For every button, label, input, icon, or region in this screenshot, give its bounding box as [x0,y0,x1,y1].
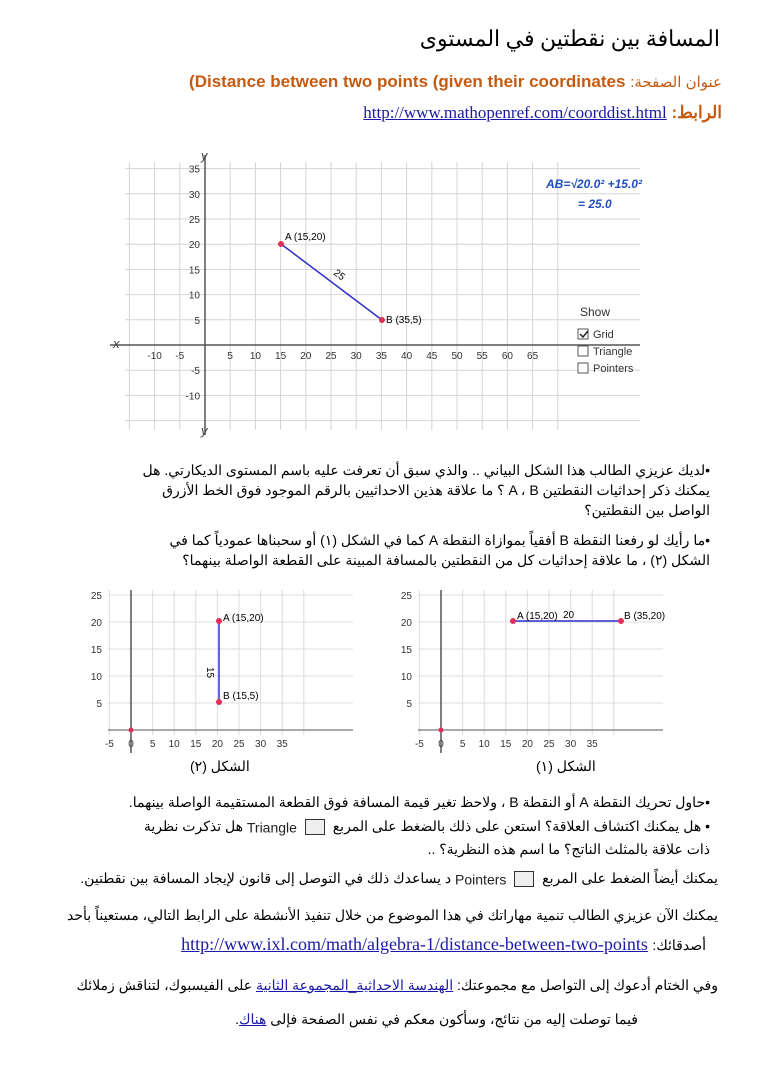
para2-line1: • ما رأيك لو رفعنا النقطة B أفقياً بموازاة النقطة A كما في الشكل (١) أو سحبناها عمودياً كما في [90,530,710,550]
x-tick-label: 30 [255,739,267,750]
distance-result: = 25.0 [578,197,612,211]
triangle-word: Triangle [246,819,297,836]
main-point-b-label: B (35,5) [386,315,422,326]
figure-2-segment-label: 15 [204,667,215,679]
y-tick-label: 15 [400,645,412,656]
x-tick-label: 45 [426,351,438,362]
main-axis-y-label-bottom: y [201,423,208,438]
main-grid [125,162,640,430]
y-tick-label: -10 [185,391,200,403]
y-tick-label: 20 [90,618,102,629]
x-tick-label: 40 [401,351,413,362]
figure-1-point-a-label: A (15,20) [517,611,558,622]
x-tick-label: -5 [414,739,424,750]
main-x-ticks [147,351,538,362]
y-tick-label: 35 [188,164,200,176]
x-tick-label: 15 [275,351,287,362]
here-link[interactable]: هناك [238,1011,267,1027]
x-tick-label: 30 [350,351,362,362]
x-tick-label: 5 [459,739,466,750]
para5-line2 [28,1009,638,1029]
y-tick-label: 25 [400,591,412,602]
x-tick-label: -10 [147,351,162,362]
x-tick-label: 25 [233,739,245,750]
x-tick-label: 5 [227,351,233,362]
figure-2 [88,585,358,755]
main-axis-x-label: x [113,336,120,351]
figure-1-segment-label: 20 [563,610,575,621]
figure-2-point-a[interactable] [216,618,222,624]
y-tick-label: 5 [194,315,200,327]
paragraph-1 [90,460,710,520]
triangle-box-icon [305,819,325,835]
triangle-option-label: Triangle [593,346,633,358]
y-tick-label: 20 [188,240,200,252]
main-segment-label: 25 [331,267,347,284]
triangle-checkbox[interactable] [578,346,588,356]
pointers-checkbox[interactable] [578,363,588,373]
pointers-word: Pointers [455,871,507,888]
y-tick-label: 15 [188,265,200,277]
distance-formula: AB=√20.0² +15.0² [546,177,642,191]
x-tick-label: 35 [375,351,387,362]
para1-line3: الواصل بين النقطتين؟ [584,502,710,518]
figure-2-caption: الشكل (٢) [190,758,250,774]
para3-line3: ذات علاقة بالمثلث الناتج؟ ما اسم هذه النظرية؟ .. [427,841,710,858]
y-tick-label: 10 [400,672,412,683]
paragraph-5 [28,975,718,1029]
para5-line2-start: فيما توصلت إليه من نتائج، وسأكون معكم في نفس الصفحة فإلى [270,1011,638,1027]
link-label: الرابط: [671,103,722,122]
x-tick-label: 50 [451,351,463,362]
y-tick-label: 25 [188,215,200,226]
x-tick-label: 60 [501,351,513,362]
x-tick-label: 25 [543,739,555,750]
y-tick-label: 5 [96,699,102,710]
pointers-box-icon [514,871,534,887]
figure-2-point-a-label: A (15,20) [223,613,264,624]
para3-line4-end: د يساعدك ذلك في التوصل إلى قانون لإيجاد المسافة بين نقطتين. [80,870,452,886]
x-tick-label: 25 [325,351,337,362]
x-tick-label: 35 [276,739,288,750]
main-axis-y-label: y [201,150,208,163]
x-tick-label: 15 [190,739,202,750]
x-tick-label: 5 [149,739,156,750]
y-tick-label: 25 [90,591,102,602]
para5-line1 [28,975,718,995]
main-point-a[interactable] [278,241,284,247]
ixl-row [181,934,706,955]
origin-point [129,728,134,733]
figure-1-caption: الشكل (١) [536,758,596,774]
figure-1-point-b-label: B (35,20) [624,611,666,622]
mathopenref-link[interactable]: http://www.mathopenref.com/coorddist.html [363,103,667,122]
origin-point [439,728,444,733]
ixl-link[interactable]: http://www.ixl.com/math/algebra-1/distance-between-two-points [181,934,648,954]
para2-line2: الشكل (٢) ، ما علاقة إحداثيات كل من النقطتين بالمسافة المبينة على القطعة الواصلة بينهما؟ [182,552,710,568]
x-tick-label: 10 [168,739,180,750]
para1-line2: يمكنك ذكر إحداثيات النقطتين A ، B ؟ ما علاقة هذين الاحداثيين بالرقم الموجود فوق الخط الأزرق [162,482,710,498]
y-tick-label: 5 [406,699,412,710]
x-tick-label: 0 [128,739,134,750]
figure-2-point-b[interactable] [216,699,222,705]
grid-option-label: Grid [593,329,614,341]
figure-1-point-a[interactable] [510,618,516,624]
friends-label: أصدقائك: [652,937,706,953]
page-name-row [189,72,722,92]
para3-line2-start: هل يمكنك اكتشاف العلاقة؟ استعن على ذلك بالضغط على المربع [332,818,702,834]
para1-line1: • لديك عزيزي الطالب هذا الشكل البياني .. والذي سبق أن تعرفت عليه باسم المستوى الديكارتي. هل [90,460,710,480]
x-tick-label: -5 [104,739,114,750]
x-tick-label: 15 [500,739,512,750]
y-tick-label: 20 [400,618,412,629]
main-graph [110,150,660,440]
para5-line1-end: على الفيسبوك، لتناقش زملائك [76,977,253,993]
paragraph-4 [28,905,718,925]
para3-line2 [70,816,710,837]
paragraph-2 [90,530,710,570]
para3-line4 [28,868,718,889]
x-tick-label: 10 [478,739,490,750]
x-tick-label: 0 [438,739,444,750]
x-tick-label: 20 [211,739,223,750]
main-point-b[interactable] [379,317,385,323]
show-panel-title: Show [580,305,611,319]
para5-line1-start: وفي الختام أدعوك إلى التواصل مع مجموعتك: [457,977,718,993]
link-row [363,103,722,123]
main-y-ticks [186,165,201,403]
paragraph-3 [70,792,710,859]
x-tick-label: 30 [565,739,577,750]
group-link[interactable]: الهندسة الاحداثية_المجموعة الثانية [256,977,454,993]
y-tick-label: 15 [90,645,102,656]
para3-line2-end: هل تذكرت نظرية [143,818,243,834]
y-tick-label: 10 [90,672,102,683]
x-tick-label: 20 [300,351,312,362]
y-tick-label: -5 [191,366,200,378]
x-tick-label: 65 [527,351,539,362]
figure-1 [398,585,668,755]
pointers-option-label: Pointers [593,363,634,375]
para5-line2-end: . [235,1011,239,1027]
para3-line4-start: يمكنك أيضاً الضغط على المربع [542,870,718,886]
x-tick-label: 10 [249,351,261,362]
x-tick-label: 35 [586,739,598,750]
page-title: المسافة بين نقطتين في المستوى [419,26,720,51]
x-tick-label: 20 [521,739,533,750]
figure-2-point-b-label: B (15,5) [223,691,259,702]
y-tick-label: 10 [188,290,200,302]
para3-line1: • حاول تحريك النقطة A أو النقطة B ، ولاحظ تغير قيمة المسافة فوق القطعة المستقيمة الواصلة بينهما. [70,792,710,812]
page-name-label: عنوان الصفحة: [630,74,722,91]
x-tick-label: 55 [476,351,488,362]
main-point-a-label: A (15,20) [285,232,326,243]
x-tick-label: -5 [175,351,185,362]
y-tick-label: 30 [188,189,200,201]
page-name-value: (Distance between two points (given their coordinates [189,72,626,91]
para4-line1: يمكنك الآن عزيزي الطالب تنمية مهاراتك في هذا الموضوع من خلال تنفيذ الأنشطة على الرابط التالي، مستعيناً بأحد [67,907,718,923]
